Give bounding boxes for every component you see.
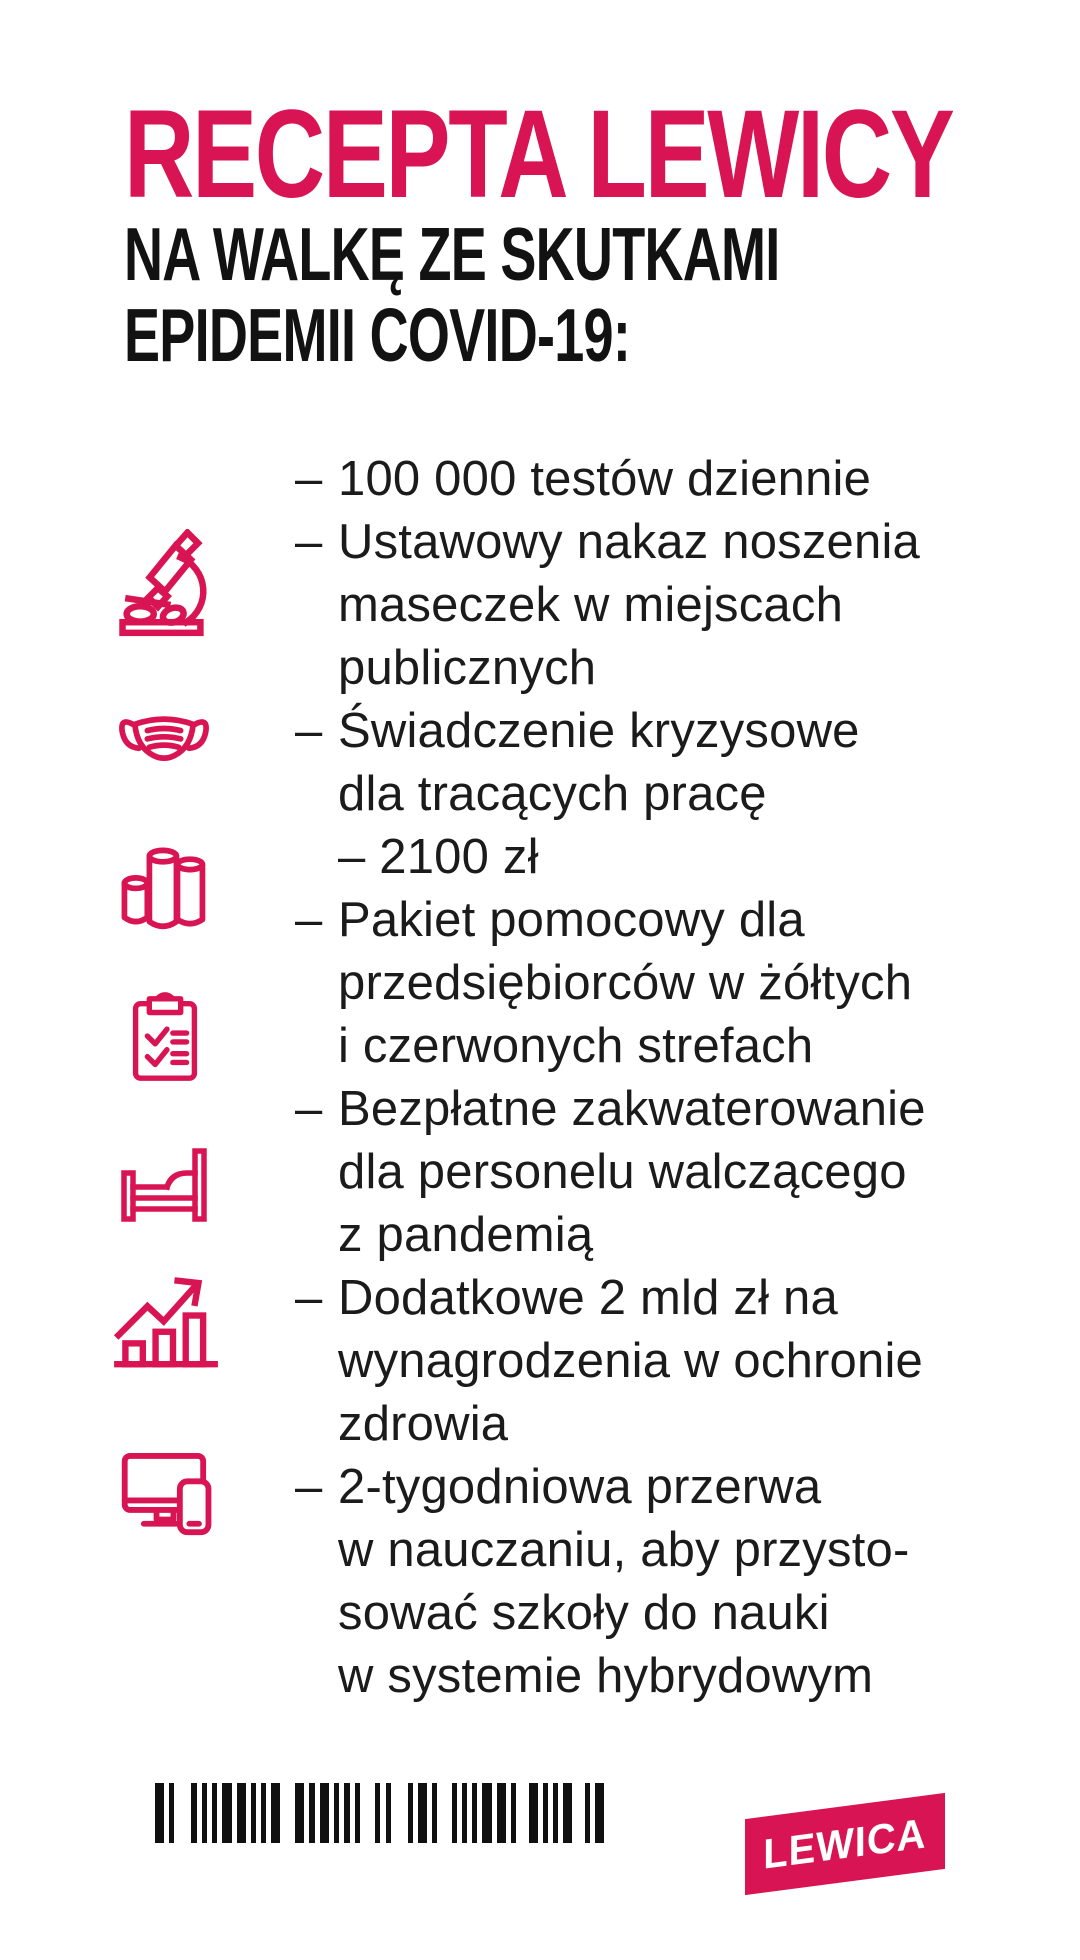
list-line	[295, 700, 1055, 763]
list-line	[295, 889, 1055, 952]
barcode-space	[572, 1783, 585, 1843]
list-line-text: 100 000 testów dziennie	[338, 452, 872, 506]
microscope-icon	[106, 518, 224, 658]
poster-subtitle	[124, 214, 780, 376]
list-line-text: w nauczaniu, aby przysto-	[338, 1523, 910, 1577]
dash-marker: –	[295, 452, 323, 506]
dash-marker: –	[295, 893, 323, 947]
growth-chart-icon	[106, 1261, 226, 1377]
list-line	[295, 1141, 1055, 1204]
barcode-bar	[295, 1783, 304, 1843]
list-line-text: publicznych	[338, 641, 597, 695]
list-line-text: Świadczenie kryzysowe	[338, 704, 860, 758]
list-line	[295, 1582, 1055, 1645]
barcode-bar	[222, 1783, 232, 1843]
list-line-text: maseczek w miejscach	[338, 578, 844, 632]
list-line	[295, 637, 1055, 700]
dash-marker: –	[295, 1271, 323, 1325]
barcode-bar	[155, 1783, 164, 1843]
list-line-text: i czerwonych strefach	[338, 1019, 814, 1073]
dash-marker: –	[295, 704, 323, 758]
poster-title: RECEPTA LEWICY	[124, 85, 953, 224]
face-mask-icon	[98, 690, 230, 794]
barcode-space	[174, 1783, 191, 1843]
list-line	[295, 1204, 1055, 1267]
barcode-bar	[497, 1783, 506, 1843]
list-line-text: z pandemią	[338, 1208, 594, 1262]
list-line-text: zdrowia	[338, 1397, 509, 1451]
dash-marker: –	[295, 515, 323, 569]
list-line-text: Pakiet pomocowy dla	[338, 893, 805, 947]
poster-subtitle-line2: EPIDEMII COVID-19:	[124, 293, 631, 377]
list-line	[295, 763, 1055, 826]
bar-cylinders-icon	[112, 828, 218, 932]
list-line	[295, 1078, 1055, 1141]
barcode-space	[360, 1783, 375, 1843]
list-line	[295, 1267, 1055, 1330]
list-line-text: wynagrodzenia w ochronie	[338, 1334, 923, 1388]
dash-marker: –	[295, 1082, 323, 1136]
list-line-text: 2-tygodniowa przerwa	[338, 1460, 822, 1514]
list-line	[295, 1330, 1055, 1393]
list-line-text: sować szkoły do nauki	[338, 1586, 830, 1640]
barcode	[155, 1783, 604, 1843]
list-line-text: dla tracących pracę	[338, 767, 767, 821]
list-line	[295, 1519, 1055, 1582]
list-line-text: dla personelu walczącego	[338, 1145, 907, 1199]
list-line	[295, 1393, 1055, 1456]
poster-subtitle-line1: NA WALKĘ ZE SKUTKAMI	[124, 212, 780, 296]
lewica-logo	[745, 1793, 945, 1895]
barcode-bar	[482, 1783, 492, 1843]
list-line-text: przedsiębiorców w żółtych	[338, 956, 913, 1010]
barcode-bar	[529, 1783, 538, 1843]
barcode-bar	[595, 1783, 604, 1843]
bed-icon	[100, 1131, 228, 1231]
list-line-text: w systemie hybrydowym	[338, 1649, 874, 1703]
lewica-logo-label: LEWICA	[763, 1809, 927, 1878]
bullet-list	[295, 448, 1055, 1708]
checklist-clipboard-icon	[116, 970, 214, 1104]
list-line-text: Ustawowy nakaz noszenia	[338, 515, 921, 569]
devices-icon	[102, 1440, 228, 1546]
list-line	[295, 1456, 1055, 1519]
barcode-bar	[320, 1783, 329, 1843]
list-line	[295, 574, 1055, 637]
list-line	[295, 1015, 1055, 1078]
barcode-bar	[271, 1783, 280, 1843]
barcode-space	[280, 1783, 295, 1843]
list-line	[295, 448, 1055, 511]
barcode-bar	[237, 1783, 246, 1843]
list-line	[295, 826, 1055, 889]
list-line-text: Dodatkowe 2 mld zł na	[338, 1271, 838, 1325]
barcode-bar	[418, 1783, 427, 1843]
barcode-space	[437, 1783, 452, 1843]
list-line	[295, 511, 1055, 574]
barcode-space	[391, 1783, 408, 1843]
list-line	[295, 1645, 1055, 1708]
list-line-text: Bezpłatne zakwaterowanie	[338, 1082, 926, 1136]
dash-marker: –	[295, 1460, 323, 1514]
list-line	[295, 952, 1055, 1015]
list-line-text: – 2100 zł	[338, 830, 539, 884]
barcode-space	[516, 1783, 529, 1843]
barcode-bar	[563, 1783, 572, 1843]
